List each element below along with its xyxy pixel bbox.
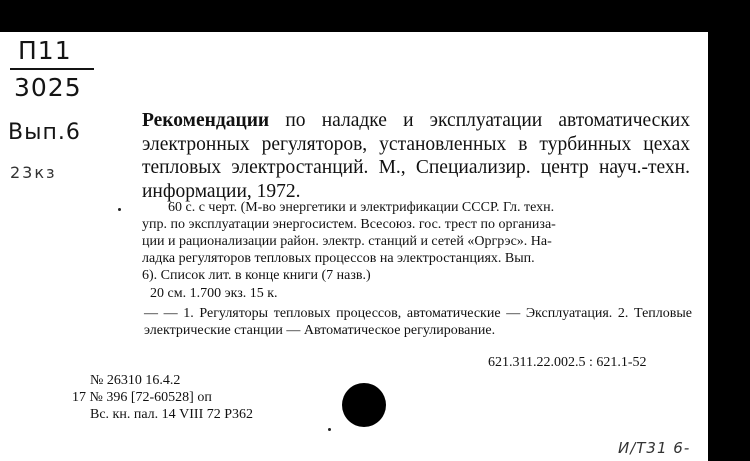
book-chamber-stamp: Вс. кн. пал. 14 VIII 72 Р362	[90, 407, 254, 422]
size-price-line: 20 см. 1.700 экз. 15 к.	[150, 286, 278, 301]
physical-line: упр. по эксплуатации энергосистем. Всесоюз. гос. трест по организа-	[142, 217, 556, 232]
udc-code: 621.311.22.002.5 : 621.1-52	[488, 355, 647, 370]
shelf-mark-number: 3025	[14, 73, 82, 102]
physical-line: ладка регуляторов тепловых процессов на электростанциях. Вып.	[142, 251, 535, 266]
entry-title-rest: по наладке и эксплуатации автоматических электронных регуляторов, установленных в турбинных цехах тепловых электростанций. М., Специализир. центр науч.-техн. информации, 1972.	[142, 110, 690, 202]
order-number: 17 № 396 [72-60528] оп	[72, 390, 212, 405]
ink-speck	[118, 208, 121, 211]
scan-border-right	[708, 0, 750, 461]
entry-title-heading: Рекомендации	[142, 110, 270, 131]
physical-line: 60 с. с черт. (М-во энергетики и электрификации СССР. Гл. техн.	[168, 200, 555, 215]
entry-body	[142, 199, 692, 339]
shelf-mark-top: П11	[18, 36, 72, 65]
scan-border-top	[0, 0, 750, 32]
shelf-mark-underline	[10, 68, 94, 70]
physical-line: ции и рационализации район. электр. станций и сетей «Оргрэс». На-	[142, 234, 552, 249]
physical-line: 6). Список лит. в конце книги (7 назв.)	[142, 268, 371, 283]
handwritten-scribble: 23кз	[10, 163, 57, 182]
issue-mark: Вып.6	[8, 120, 81, 145]
corner-note: И/Т31 6-	[618, 439, 691, 457]
catalog-numbers	[72, 372, 253, 423]
card-punch-hole	[342, 383, 386, 427]
ink-speck	[328, 428, 331, 431]
subject-headings: — — 1. Регуляторы тепловых процессов, автоматические — Эксплуатация. 2. Тепловые электрические станции — Автоматическое регулирование.	[144, 306, 692, 338]
catalog-number: № 26310 16.4.2	[90, 373, 181, 388]
entry-title	[142, 109, 690, 203]
